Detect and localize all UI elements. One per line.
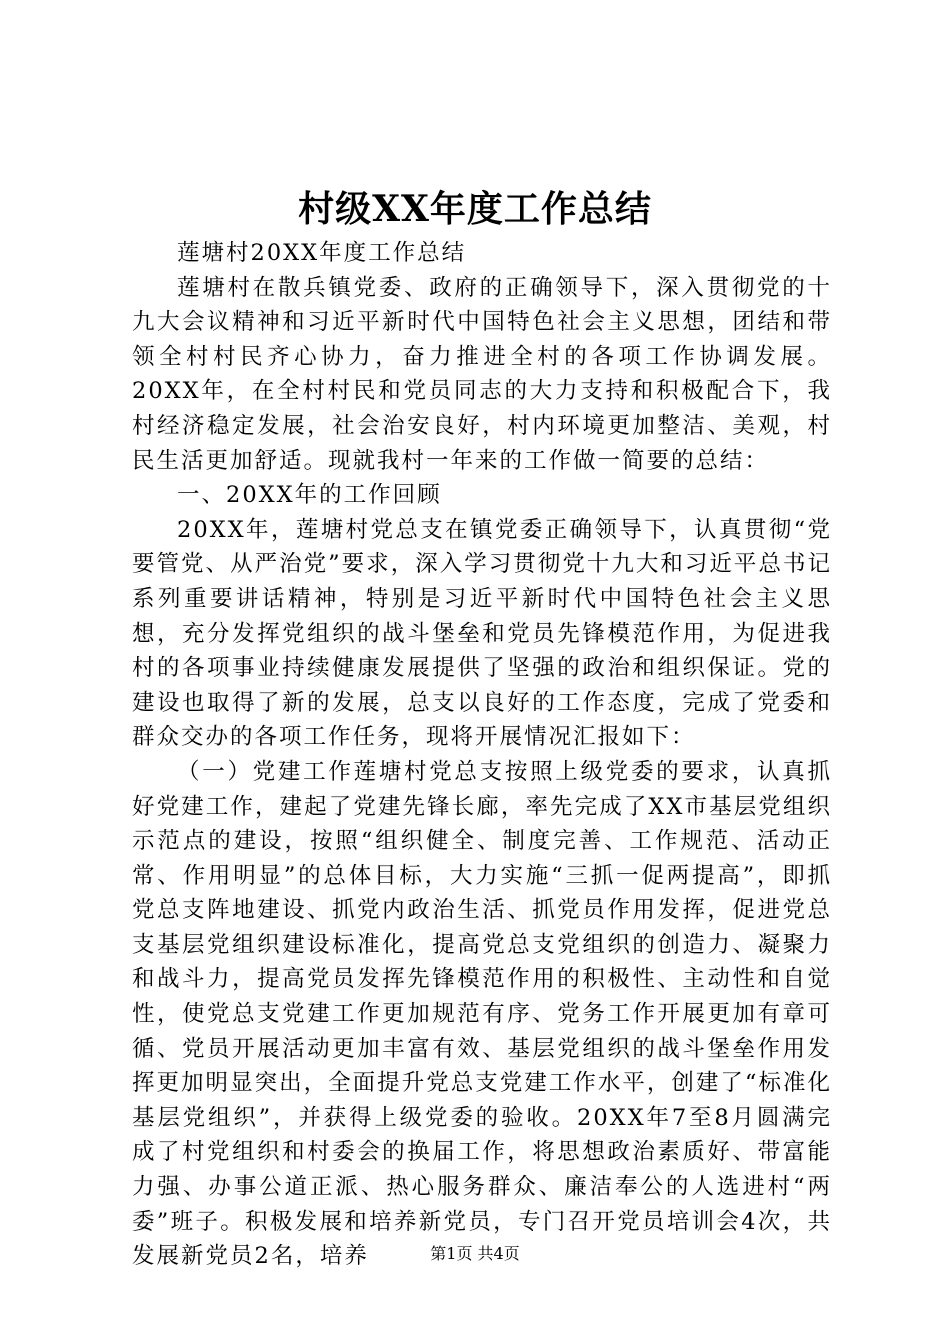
paragraph-subtitle: 莲塘村20XX年度工作总结 bbox=[177, 240, 467, 266]
paragraph-review: 20XX年，莲塘村党总支在镇党委正确领导下，认真贯彻“党要管党、从严治党”要求，深入学习贯彻党十九大和习近平总书记系列重要讲话精神，特别是习近平新时代中国特色社会主义思想，充分发挥党组织的战斗堡垒和党员先锋模范作用，为促进我村的各项事业持续健康发展提供了坚强的政治和组织保证。党的建设也取得了新的发展，总支以良好的工作态度，完成了党委和群众交办的各项工作任务，现将开展情况汇报如下： bbox=[132, 516, 832, 751]
document-title: 村级XX年度工作总结 bbox=[298, 188, 652, 230]
paragraph-party-building: （一）党建工作莲塘村党总支按照上级党委的要求，认真抓好党建工作，建起了党建先锋长廊，率先完成了XX市基层党组织示范点的建设，按照“组织健全、制度完善、工作规范、活动正常、作用明显”的总体目标，大力实施“三抓一促两提高”，即抓党总支阵地建设、抓党内政治生活、抓党员作用发挥，促进党总支基层党组织建设标准化，提高党总支党组织的创造力、凝聚力和战斗力，提高党员发挥先锋模范作用的积极性、主动性和自觉性，使党总支党建工作更加规范有序、党务工作开展更加有章可循、党员开展活动更加丰富有效、基层党组织的战斗堡垒作用发挥更加明显突出，全面提升党总支党建工作水平，创建了“标准化基层党组织”，并获得上级党委的验收。20XX年7至8月圆满完成了村党组织和村委会的换届工作，将思想政治素质好、带富能力强、办事公道正派、热心服务群众、廉洁奉公的人选进村“两委”班子。积极发展和培养新党员，专门召开党员培训会4次，共发展新党员2名，培养 bbox=[132, 758, 832, 1270]
paragraph-intro: 莲塘村在散兵镇党委、政府的正确领导下，深入贯彻党的十九大会议精神和习近平新时代中国特色社会主义思想，团结和带领全村村民齐心协力，奋力推进全村的各项工作协调发展。20XX年，在全村村民和党员同志的大力支持和积极配合下，我村经济稳定发展，社会治安良好，村内环境更加整洁、美观，村民生活更加舒适。现就我村一年来的工作做一简要的总结： bbox=[132, 274, 832, 474]
section-heading: 一、20XX年的工作回顾 bbox=[177, 482, 442, 509]
page-number: 第1页 共4页 bbox=[430, 1244, 520, 1263]
document-body bbox=[132, 236, 832, 1274]
